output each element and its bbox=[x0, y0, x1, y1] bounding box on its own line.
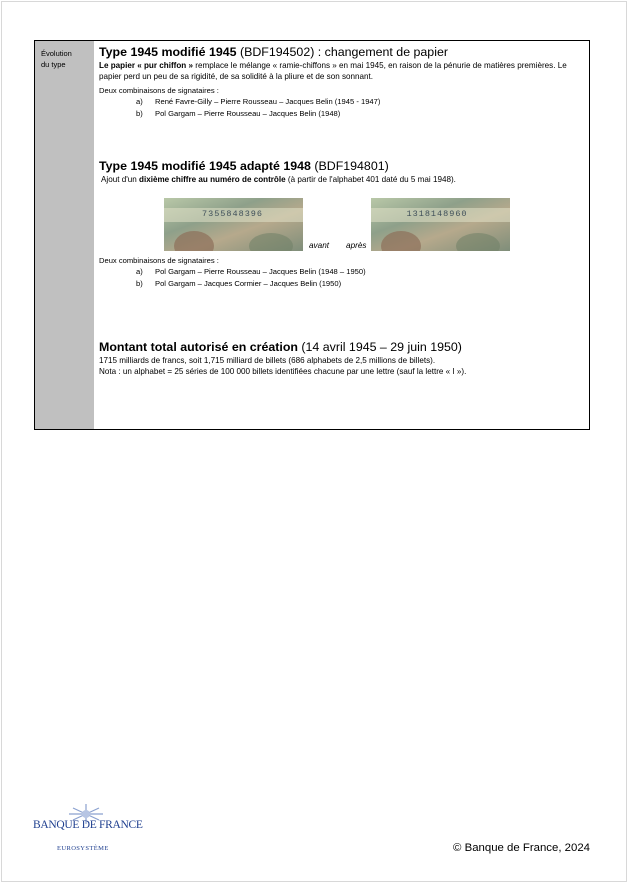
serial-after: 1318148960 bbox=[406, 209, 468, 219]
sidebar-label-line2: du type bbox=[41, 60, 66, 69]
main-cell bbox=[94, 41, 589, 429]
section3-line1: 1715 milliards de francs, soit 1,715 milliard de billets (686 alphabets de 2,5 millions de billets). bbox=[99, 356, 436, 365]
banknote-after-image bbox=[371, 198, 510, 251]
section2-paragraph: Ajout d'un dixième chiffre au numéro de contrôle (à partir de l'alphabet 401 daté du 5 mai 1948). bbox=[101, 175, 456, 184]
caption-before: avant bbox=[309, 241, 330, 250]
signatory-item: a) Pol Gargam – Pierre Rousseau – Jacques Belin (1948 – 1950) bbox=[136, 267, 366, 276]
section1-sig-title: Deux combinaisons de signataires : bbox=[99, 86, 219, 95]
section3-line2: Nota : un alphabet = 25 séries de 100 000 billets identifiées chacune par une lettre (sauf la lettre « I »). bbox=[99, 367, 467, 376]
banknote-before-image bbox=[164, 198, 303, 251]
caption-after: après bbox=[346, 241, 367, 250]
sidebar-cell bbox=[35, 41, 94, 429]
section1-title: Type 1945 modifié 1945 (BDF194502) : changement de papier bbox=[99, 45, 448, 59]
signatory-item: b) Pol Gargam – Pierre Rousseau – Jacques Belin (1948) bbox=[136, 109, 341, 118]
content-table bbox=[34, 40, 590, 430]
copyright: © Banque de France, 2024 bbox=[453, 842, 590, 854]
logo-subtitle: EUROSYSTÈME bbox=[57, 845, 109, 852]
sidebar-label-line1: Évolution bbox=[41, 49, 72, 58]
section1-paragraph: Le papier « pur chiffon » remplace le mélange « ramie-chiffons » en mai 1945, en raison de la pénurie de matières premières. Le papier perd un peu de sa rigidité, de sa solidité à la pliure et de son sonnant. bbox=[99, 61, 567, 81]
section3-title: Montant total autorisé en création (14 avril 1945 – 29 juin 1950) bbox=[99, 340, 462, 354]
section2-title: Type 1945 modifié 1945 adapté 1948 (BDF194801) bbox=[99, 159, 389, 173]
serial-comparison bbox=[164, 196, 583, 251]
logo-name: BANQUE DE FRANCE bbox=[33, 819, 143, 831]
section2-sig-title: Deux combinaisons de signataires : bbox=[99, 256, 219, 265]
serial-before: 7355848396 bbox=[202, 209, 264, 219]
signatory-item: a) René Favre-Gilly – Pierre Rousseau – Jacques Belin (1945 - 1947) bbox=[136, 97, 381, 106]
banque-de-france-logo bbox=[33, 800, 143, 856]
signatory-item: b) Pol Gargam – Jacques Cormier – Jacques Belin (1950) bbox=[136, 279, 342, 288]
